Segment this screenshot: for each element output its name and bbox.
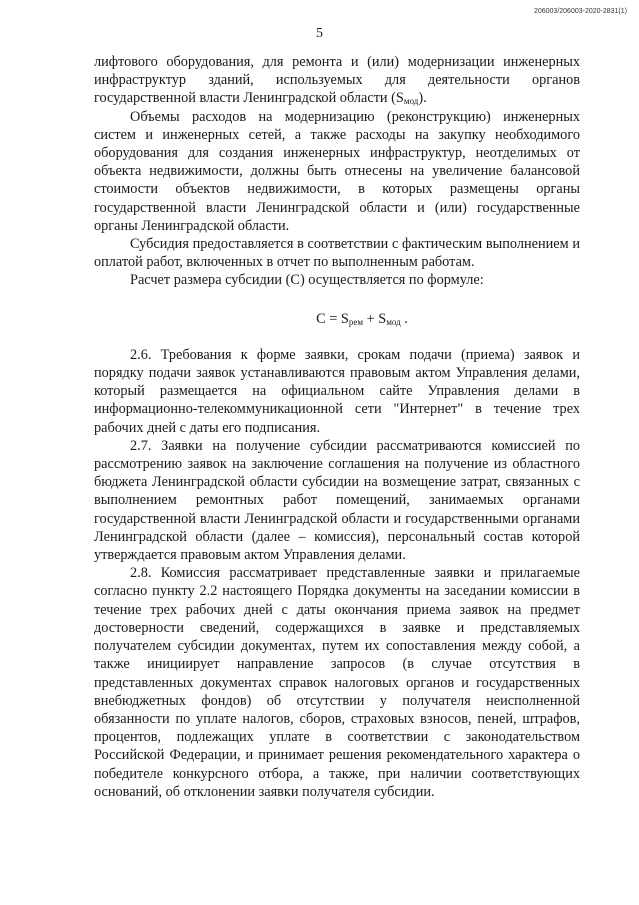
paragraph-subsidy: Субсидия предоставляется в соответствии с фактическим выполнением и оплатой работ, включенных в отчет по выполненным работам. — [94, 236, 580, 271]
formula-part: + S — [363, 310, 387, 327]
formula — [94, 310, 580, 328]
paragraph-expenses: Объемы расходов на модернизацию (реконструкцию) инженерных систем и инженерных сетей, а также расходы на закупку необходимого оборудования для создания инженерных инфраструктур, неотделимых от объекта недвижимости, должны быть отнесены на увеличение балансовой стоимости объектов недвижимости, в которых размещены органы государственной власти Ленинградской области и (или) государственные органы Ленинградской области. — [94, 108, 580, 234]
paragraph-2-7: 2.7. Заявки на получение субсидии рассматриваются комиссией по рассмотрению заявок на заключение соглашения на получение из областного бюджета Ленинградской области субсидии на возмещение затрат, связанных с выполнением ремонтных работ помещений, занимаемых органами государственной власти Ленинградской области и государственными органами Ленинградской области (далее – комиссия), персональный состав которой утверждается правовым актом Управления делами. — [94, 437, 580, 564]
subscript: мод — [403, 96, 419, 107]
formula-subscript: мод — [386, 316, 401, 327]
page-number: 5 — [316, 26, 323, 41]
paragraph-text: лифтового оборудования, для ремонта и (или) модернизации инженерных инфраструктур зданий, используемых для деятельности органов государственной власти Ленинградской области (S — [94, 54, 580, 107]
document-body — [94, 53, 580, 801]
paragraph-2-6: 2.6. Требования к форме заявки, срокам подачи (приема) заявок и порядку подачи заявок устанавливаются правовым актом Управления делами, который размещается на официальном сайте Управления делами в информационно-телекоммуникационной сети "Интернет" в течение трех рабочих дней с даты его подписания. — [94, 346, 580, 436]
paragraph-text: ). — [418, 90, 427, 107]
formula-part: . — [400, 310, 408, 327]
paragraph-2-8: 2.8. Комиссия рассматривает представленные заявки и прилагаемые согласно пункту 2.2 настоящего Порядка документы на заседании комиссии в течение трех рабочих дней с даты окончания приема заявок на предмет достоверности сведений, содержащихся в заявке и представляемых получателем субсидии документах, путем их сопоставления между собой, а также инициирует направление запросов (в случае отсутствия в представленных документах справок налоговых органов и государственных внебюджетных фондов) об отсутствии у получателя неисполненной обязанности по уплате налогов, сборов, страховых взносов, пеней, штрафов, процентов, подлежащих уплате в соответствии с законодательством Российской Федерации, и принимает решения рекомендательного характера о победителе конкурсного отбора, а также, при наличии соответствующих оснований, об отклонении заявки получателя субсидии. — [94, 565, 580, 800]
paragraph-continuation — [94, 53, 580, 108]
document-id: 206003/206003-2020-2831(1) — [533, 8, 627, 15]
paragraph-calculation: Расчет размера субсидии (С) осуществляется по формуле: — [130, 272, 484, 289]
formula-part: C = S — [316, 310, 349, 327]
formula-subscript: рем — [348, 316, 364, 327]
